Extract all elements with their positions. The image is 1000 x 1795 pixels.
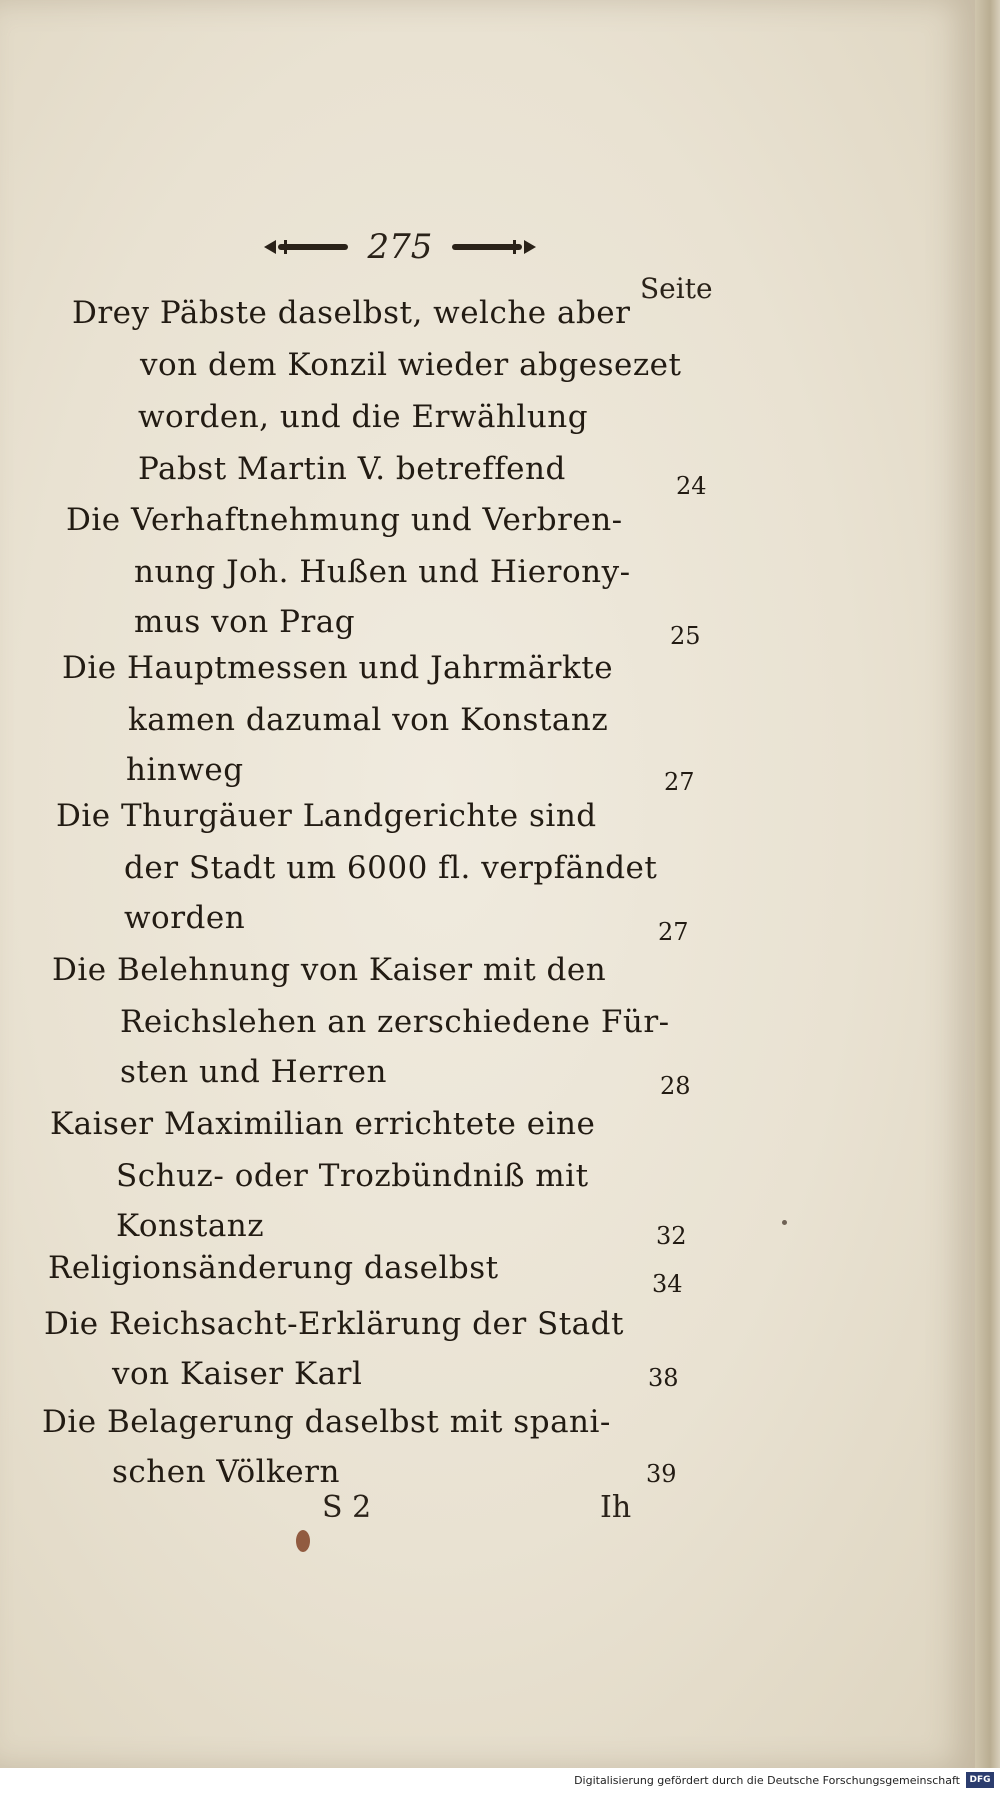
entry-line: sten und Herren [120, 1054, 387, 1090]
entry-line: schen Völkern [112, 1454, 340, 1490]
page-column-header: Seite [640, 272, 713, 305]
entry-line: von Kaiser Karl [112, 1356, 363, 1392]
entry-page-number: 27 [664, 768, 695, 796]
signature-mark: S 2 [322, 1490, 372, 1525]
entry-line: Die Belagerung daselbst mit spani- [42, 1404, 611, 1440]
page-number: 275 [367, 227, 433, 267]
entry-line: Pabst Martin V. betreffend [138, 451, 566, 487]
entry-line: Die Thurgäuer Landgerichte sind [56, 798, 597, 834]
page-edge [975, 0, 1000, 1768]
entry-page-number: 24 [676, 472, 707, 500]
entry-line: hinweg [126, 752, 244, 788]
entry-line: worden, und die Erwählung [138, 399, 589, 435]
entry-line: Die Reichsacht-Erklärung der Stadt [44, 1306, 624, 1342]
entry-line: Schuz- oder Trozbündniß mit [116, 1158, 589, 1194]
entry-page-number: 34 [652, 1270, 683, 1298]
catchword: Ih [600, 1490, 632, 1525]
entry-line: Die Verhaftnehmung und Verbren- [66, 502, 623, 538]
digitization-credit: Digitalisierung gefördert durch die Deutsche Forschungsgemeinschaft [574, 1774, 960, 1787]
entry-line: Kaiser Maximilian errichtete eine [50, 1106, 596, 1142]
entry-page-number: 25 [670, 622, 701, 650]
entry-page-number: 32 [656, 1222, 687, 1250]
entry-line: Die Belehnung von Kaiser mit den [52, 952, 607, 988]
entry-page-number: 38 [648, 1364, 679, 1392]
entry-line: Die Hauptmessen und Jahrmärkte [62, 650, 614, 686]
entry-line: nung Joh. Hußen und Hierony- [134, 554, 631, 590]
entry-page-number: 27 [658, 918, 689, 946]
entry-line: Konstanz [116, 1208, 265, 1244]
entry-page-number: 39 [646, 1460, 677, 1488]
entry-line: von dem Konzil wieder abgesezet [140, 347, 682, 383]
speck [782, 1220, 787, 1225]
entry-line: kamen dazumal von Konstanz [128, 702, 609, 738]
entry-line: der Stadt um 6000 fl. verpfändet [124, 850, 658, 886]
entry-line: Reichslehen an zerschiedene Für- [120, 1004, 670, 1040]
entry-line: Religionsänderung daselbst [48, 1250, 499, 1286]
entry-page-number: 28 [660, 1072, 691, 1100]
ink-stain [296, 1530, 310, 1552]
entry-line: Drey Päbste daselbst, welche aber [72, 295, 631, 331]
entry-line: worden [124, 900, 246, 936]
dfg-logo: DFG [966, 1772, 994, 1788]
entry-line: mus von Prag [134, 604, 356, 640]
